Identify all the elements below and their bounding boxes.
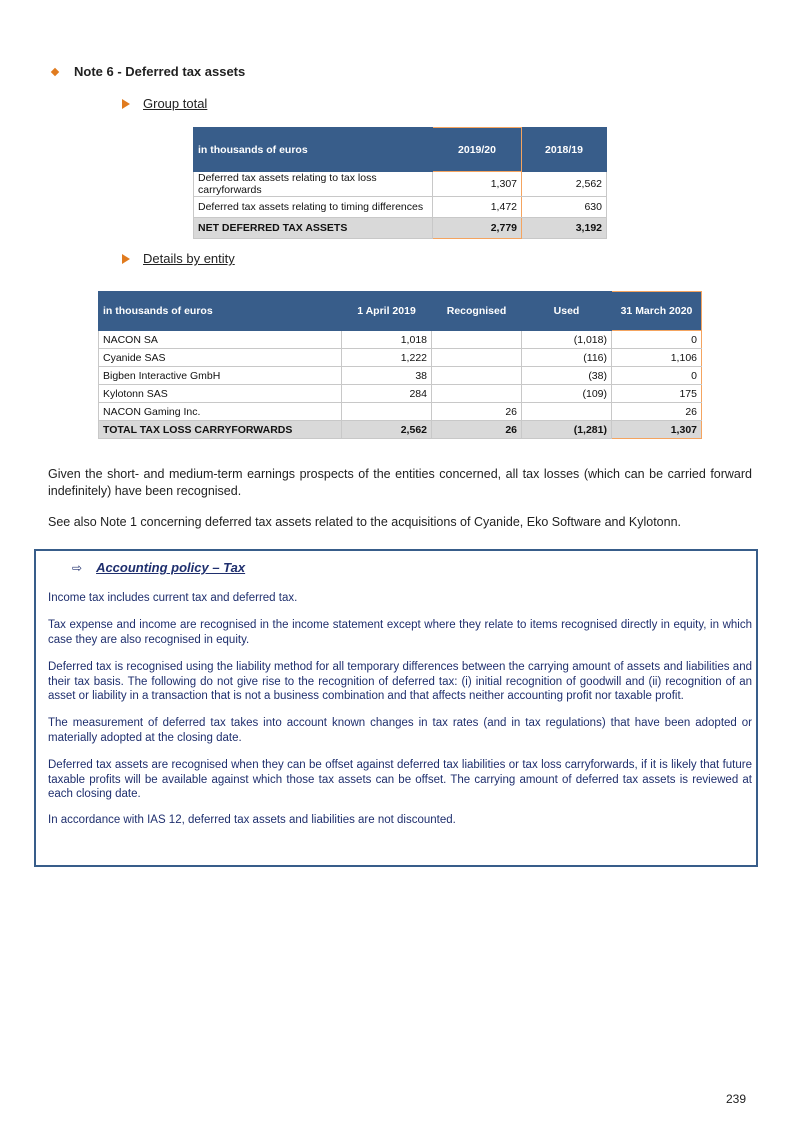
policy-title — [72, 560, 245, 575]
cell-value: 26 — [612, 403, 702, 421]
cell-value: 1,307 — [433, 172, 522, 197]
by-entity-label: Details by entity — [143, 251, 235, 266]
row-label: Deferred tax assets relating to timing differences — [194, 197, 433, 218]
table-row — [99, 367, 702, 385]
cell-value: 2,562 — [522, 172, 607, 197]
column-header: Recognised — [432, 292, 522, 331]
cell-value: 2,779 — [433, 218, 522, 239]
table-row — [99, 331, 702, 349]
group-total-heading — [122, 96, 207, 111]
cell-value: 1,472 — [433, 197, 522, 218]
column-header: in thousands of euros — [194, 128, 433, 172]
cell-value: (109) — [522, 385, 612, 403]
cell-value: 38 — [342, 367, 432, 385]
group-total-label: Group total — [143, 96, 208, 111]
column-header: 1 April 2019 — [342, 292, 432, 331]
row-label: Kylotonn SAS — [99, 385, 342, 403]
cell-value: (1,281) — [522, 421, 612, 439]
cell-value: 1,018 — [342, 331, 432, 349]
table-row — [99, 385, 702, 403]
diamond-bullet-icon — [51, 67, 59, 75]
cell-value: 0 — [612, 331, 702, 349]
row-label: NET DEFERRED TAX ASSETS — [194, 218, 433, 239]
by-entity-heading — [122, 251, 235, 266]
paragraph-see-also: See also Note 1 concerning deferred tax assets related to the acquisitions of Cyanide, Eko Software and Kylotonn. — [48, 515, 682, 529]
cell-value: 3,192 — [522, 218, 607, 239]
by-entity-table — [98, 291, 702, 439]
cell-value: 175 — [612, 385, 702, 403]
cell-value — [432, 367, 522, 385]
policy-paragraph: Deferred tax is recognised using the liability method for all temporary differences between the carrying amount of assets and liabilities and their tax basis. The following do not give rise to the recognition of deferred tax: (i) initial recognition of goodwill and (ii) recognition of an asset or liability in a transaction that is not a business combination and that affects neither accounting profit nor taxable profit. — [48, 661, 752, 702]
row-label: TOTAL TAX LOSS CARRYFORWARDS — [99, 421, 342, 439]
cell-value: 284 — [342, 385, 432, 403]
table-header-row — [99, 292, 702, 331]
cell-value: 26 — [432, 403, 522, 421]
cell-value — [342, 403, 432, 421]
group-total-table — [193, 127, 607, 239]
policy-title-label: Accounting policy – Tax — [96, 560, 246, 575]
cell-value: 1,106 — [612, 349, 702, 367]
row-label: Bigben Interactive GmbH — [99, 367, 342, 385]
triangle-bullet-icon — [122, 254, 130, 264]
column-header: 2019/20 — [433, 128, 522, 172]
table-row — [99, 403, 702, 421]
policy-paragraph: In accordance with IAS 12, deferred tax assets and liabilities are not discounted. — [48, 814, 456, 826]
policy-paragraph: The measurement of deferred tax takes into account known changes in tax rates (and in tax regulations) that have been adopted or materially adopted at the closing date. — [48, 717, 752, 744]
cell-value: 1,222 — [342, 349, 432, 367]
policy-paragraph: Tax expense and income are recognised in the income statement except where they relate to items recognised directly in equity, in which case they are also recognised in equity. — [48, 619, 752, 646]
cell-value: 630 — [522, 197, 607, 218]
table-total-row — [194, 218, 607, 239]
table-header-row — [194, 128, 607, 172]
triangle-bullet-icon — [122, 99, 130, 109]
paragraph-recognition: Given the short- and medium-term earnings prospects of the entities concerned, all tax losses (which can be carried forward indefinitely) have been recognised. — [48, 467, 752, 498]
cell-value: (38) — [522, 367, 612, 385]
column-header: Used — [522, 292, 612, 331]
table-total-row — [99, 421, 702, 439]
cell-value — [432, 385, 522, 403]
note-title: Note 6 - Deferred tax assets — [74, 64, 246, 79]
cell-value: (116) — [522, 349, 612, 367]
cell-value: 2,562 — [342, 421, 432, 439]
note-heading — [52, 64, 245, 79]
column-header: in thousands of euros — [99, 292, 342, 331]
row-label: NACON SA — [99, 331, 342, 349]
cell-value: 26 — [432, 421, 522, 439]
arrow-right-icon: ⇨ — [72, 560, 83, 575]
cell-value — [522, 403, 612, 421]
row-label: Cyanide SAS — [99, 349, 342, 367]
policy-paragraph: Deferred tax assets are recognised when they can be offset against deferred tax liabilities or tax loss carryforwards, if it is likely that future taxable profits will be available against which those tax assets can be offset. The carrying amount of deferred tax assets is reviewed at each closing date. — [48, 759, 752, 800]
column-header: 31 March 2020 — [612, 292, 702, 331]
table-row — [194, 172, 607, 197]
cell-value — [432, 331, 522, 349]
cell-value — [432, 349, 522, 367]
table-row — [99, 349, 702, 367]
policy-paragraph: Income tax includes current tax and deferred tax. — [48, 592, 298, 604]
page-number: 239 — [725, 1092, 746, 1106]
cell-value: (1,018) — [522, 331, 612, 349]
table-row — [194, 197, 607, 218]
row-label: NACON Gaming Inc. — [99, 403, 342, 421]
column-header: 2018/19 — [522, 128, 607, 172]
cell-value: 1,307 — [612, 421, 702, 439]
row-label: Deferred tax assets relating to tax loss carryforwards — [194, 172, 433, 197]
cell-value: 0 — [612, 367, 702, 385]
